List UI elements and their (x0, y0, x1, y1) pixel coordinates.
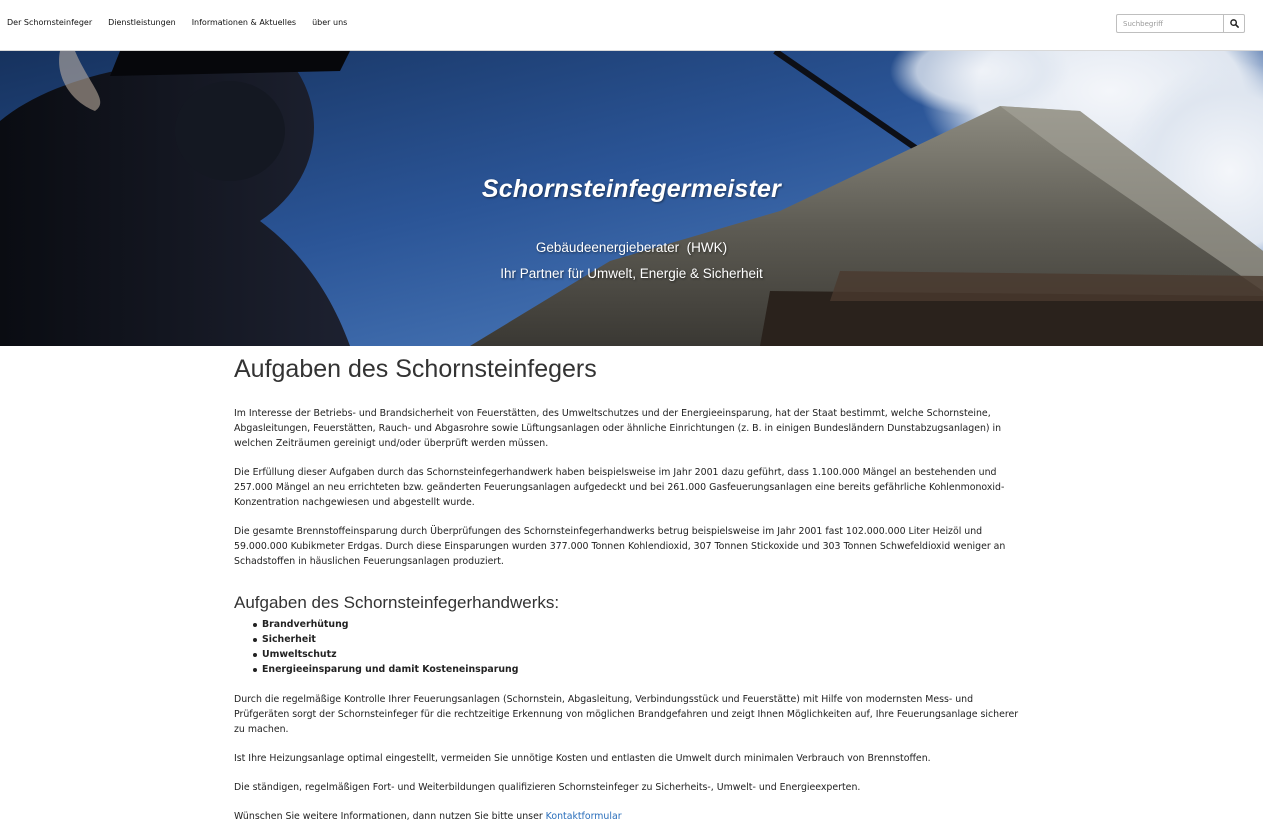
list-item: Brandverhütung (253, 617, 1024, 632)
detail-paragraph-3: Die ständigen, regelmäßigen Fort- und Weiterbildungen qualifizieren Schornsteinfeger zu Sicherheits-, Umwelt- und Energieexperten. (234, 782, 861, 793)
list-item: Energieeinsparung und damit Kosteneinsparung (253, 662, 1024, 677)
contact-form-link[interactable]: Kontaktformular (545, 811, 622, 822)
contact-paragraph (234, 809, 1024, 824)
top-navigation-bar (0, 0, 1263, 51)
intro-paragraph-1: Im Interesse der Betriebs- und Brandsicherheit von Feuerstätten, des Umweltschutzes und der Energieeinsparung, hat der Staat bestimmt, welche Schornsteine, Abgasleitungen, Feuerstätten, Rauch- und Abgasrohre sowie Lüftungsanlagen oder ähnliche Einrichtungen (z. B. in einigen Bundesländern Dunstabzugsanlagen) in welchen Zeiträumen gereinigt und/oder überprüft werden müssen. (234, 408, 1002, 449)
main-nav (7, 18, 363, 27)
contact-text: Wünschen Sie weitere Informationen, dann nutzen Sie bitte unser (234, 811, 546, 822)
tasks-heading: Aufgaben des Schornsteinfegerhandwerks: (234, 593, 560, 612)
hero-title: Schornsteinfegermeister (481, 175, 782, 203)
nav-item-informationen-aktuelles[interactable]: Informationen & Aktuelles (191, 18, 297, 27)
nav-item-dienstleistungen[interactable]: Dienstleistungen (108, 18, 176, 27)
detail-paragraph-1: Durch die regelmäßige Kontrolle Ihrer Feuerungsanlagen (Schornstein, Abgasleitung, Verbindungsstück und Feuerstätte) mit Hilfe von modernsten Mess- und Prüfgeräten sorgt der Schornsteinfeger für die rechtzeitige Erkennung von möglichen Brandgefahren und zeigt Ihnen Möglichkeiten auf, Ihre Feuerungsanlage sicherer zu machen. (234, 694, 1019, 735)
detail-paragraph-2: Ist Ihre Heizungsanlage optimal eingestellt, vermeiden Sie unnötige Kosten und entlasten die Umwelt durch minimalen Verbrauch von Brennstoffen. (234, 753, 931, 764)
main-content (234, 354, 1024, 826)
search-button[interactable] (1224, 14, 1245, 33)
search-icon (1230, 19, 1239, 28)
list-item: Umweltschutz (253, 647, 1024, 662)
hero-subtitle-qualification: Gebäudeenergieberater (HWK) (535, 240, 728, 255)
page-title: Aufgaben des Schornsteinfegers (234, 355, 597, 383)
hero-banner (0, 51, 1263, 346)
search-form (1116, 14, 1245, 33)
nav-item-ueber-uns[interactable]: über uns (312, 18, 348, 27)
search-input[interactable] (1116, 14, 1224, 33)
tasks-list (253, 617, 1024, 677)
list-item: Sicherheit (253, 632, 1024, 647)
hero-subtitle-tagline: Ihr Partner für Umwelt, Energie & Sicherheit (500, 266, 763, 281)
nav-item-der-schornsteinfeger[interactable]: Der Schornsteinfeger (7, 18, 93, 27)
intro-paragraph-3: Die gesamte Brennstoffeinsparung durch Überprüfungen des Schornsteinfegerhandwerks betrug beispielsweise im Jahr 2001 fast 102.000.000 Liter Heizöl und 59.000.000 Kubikmeter Erdgas. Durch diese Einsparungen wurden 377.000 Tonnen Kohlendioxid, 307 Tonnen Stickoxide und 303 Tonnen Schwefeldioxid weniger an Schadstoffen in häuslichen Feuerungsanlagen produziert. (234, 526, 1006, 567)
intro-paragraph-2: Die Erfüllung dieser Aufgaben durch das Schornsteinfegerhandwerk haben beispielsweise im Jahr 2001 dazu geführt, dass 1.100.000 Mängel an bestehenden und 257.000 Mängel an neu errichteten bzw. geänderten Feuerungsanlagen aufgedeckt und bei 261.000 Gasfeuerungsanlagen eine bereits gefährliche Kohlenmonoxid-Konzentration nachgewiesen und abgestellt wurde. (234, 467, 1005, 508)
